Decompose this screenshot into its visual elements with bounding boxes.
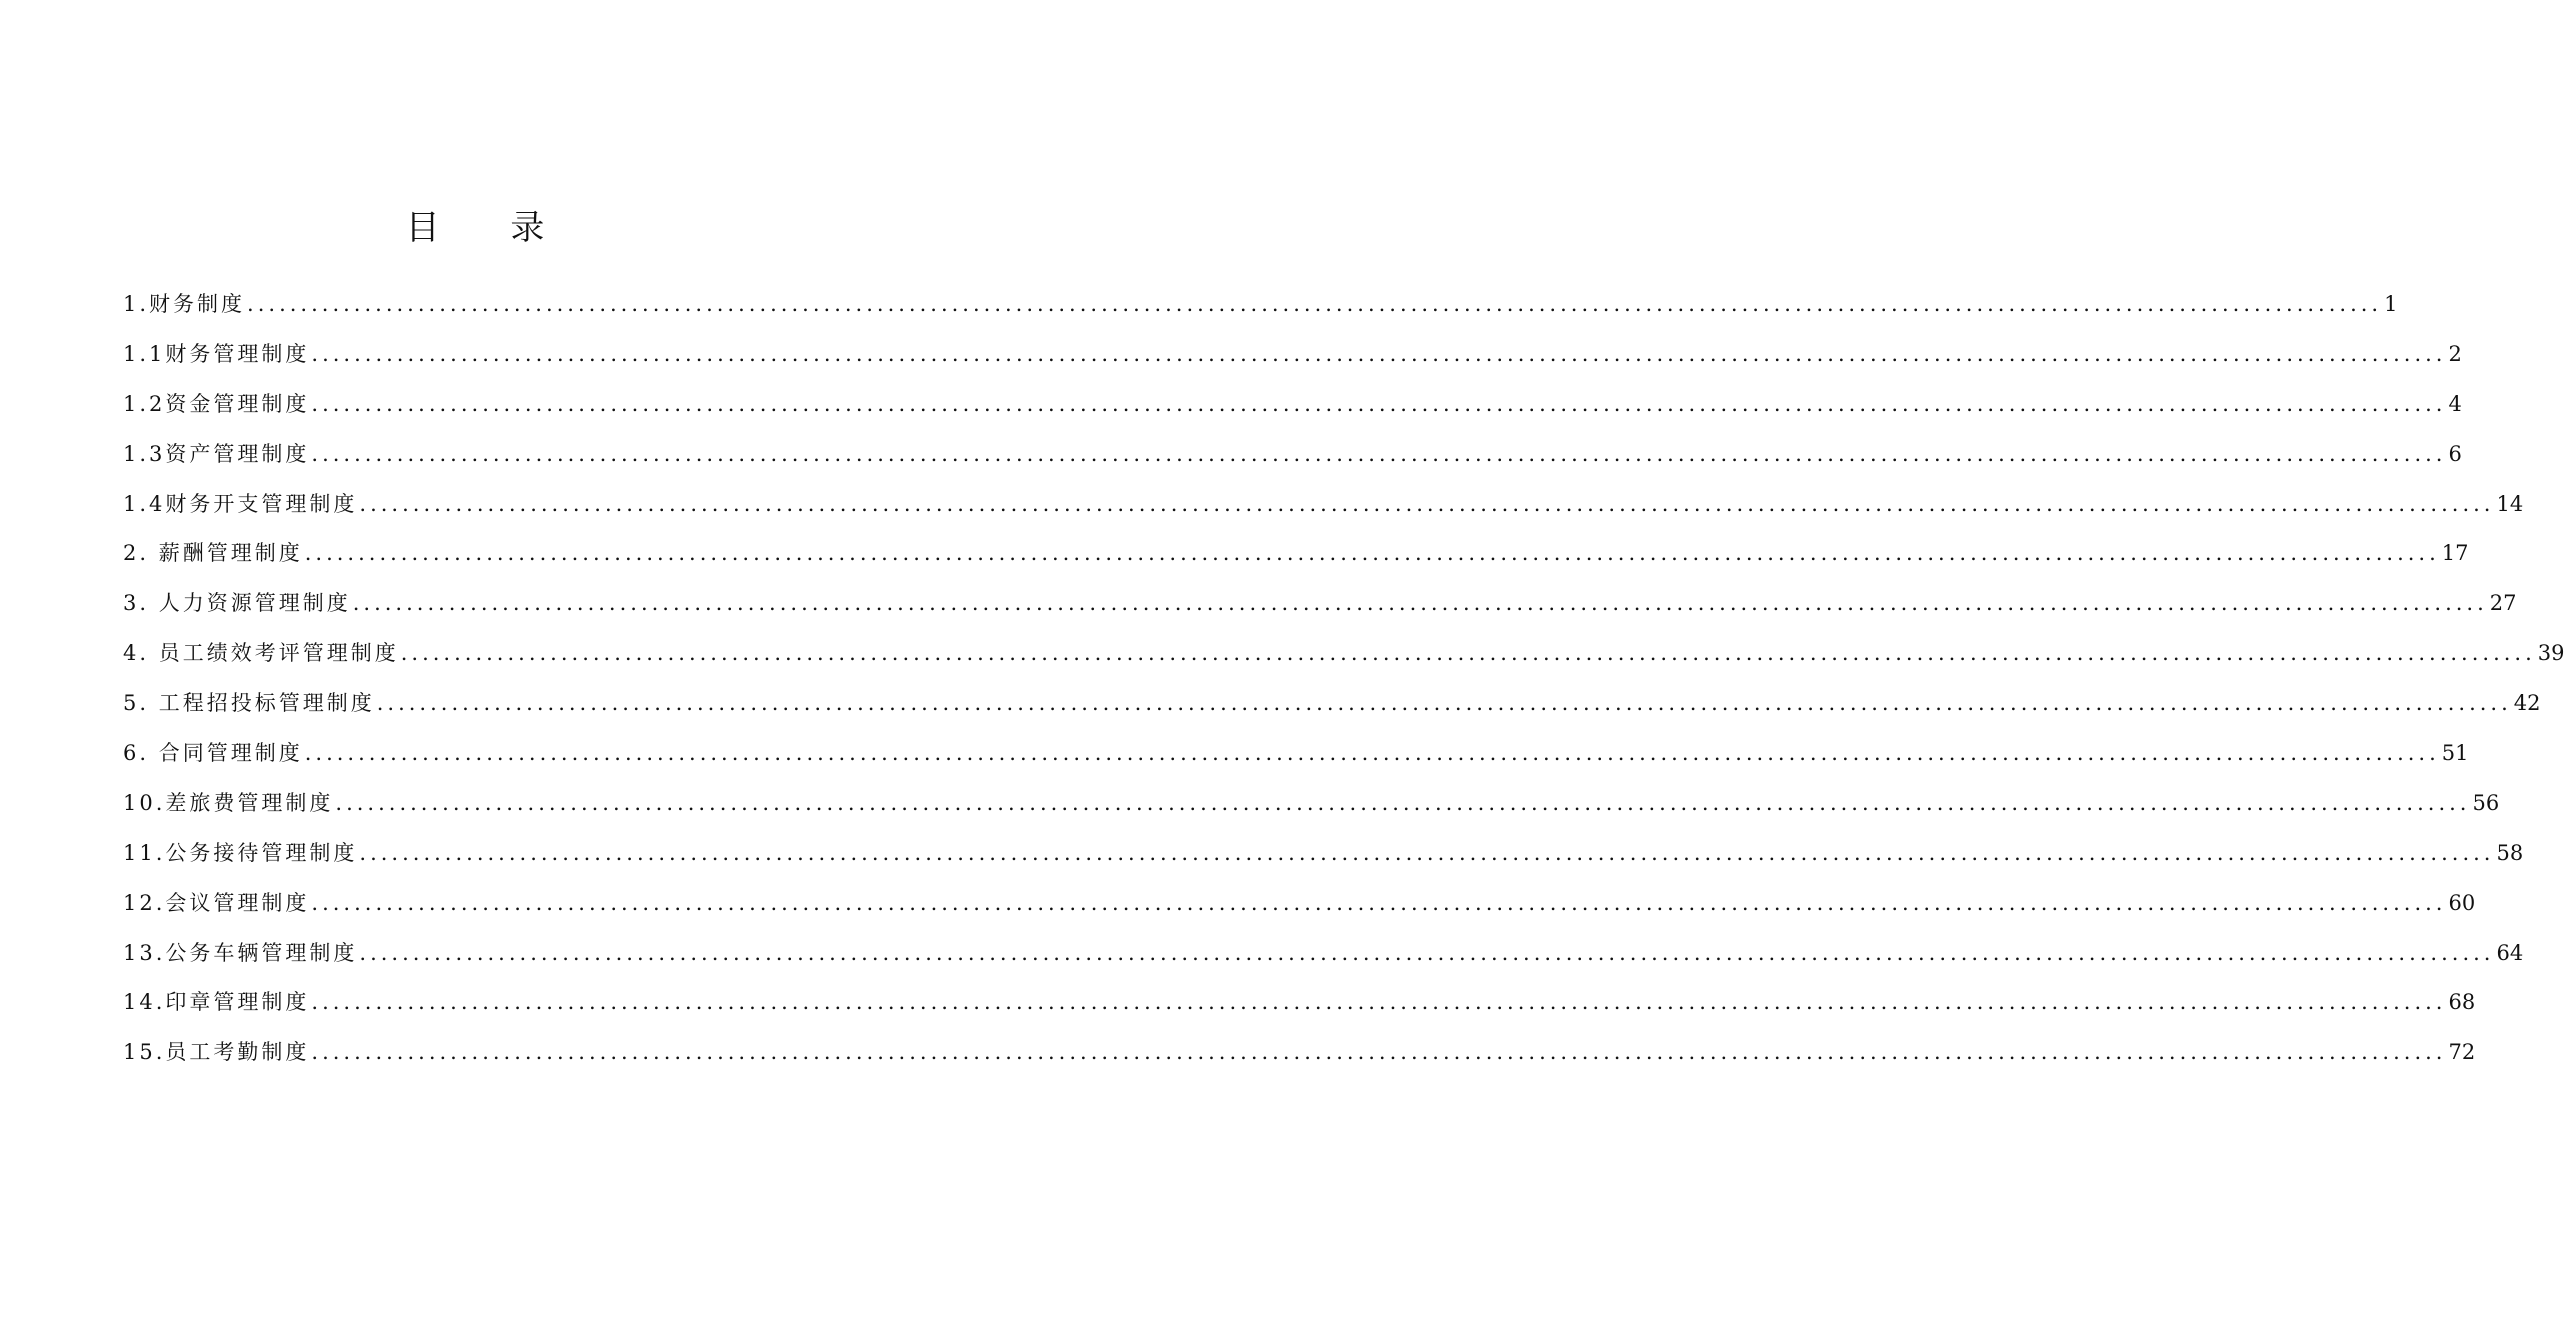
toc-entry-label: 4. 员工绩效考评管理制度 <box>123 641 399 666</box>
toc-entry[interactable] <box>123 430 2462 480</box>
toc-entry[interactable] <box>123 978 2476 1028</box>
toc-entry-page: 14 <box>2496 491 2524 516</box>
toc-dot-leader: ........................................................................................................................................................................................................ <box>359 940 2495 965</box>
toc-entry[interactable] <box>123 929 2524 979</box>
toc-entry-page: 6 <box>2448 441 2462 466</box>
toc-entry[interactable] <box>123 579 2517 629</box>
toc-entry-page: 72 <box>2448 1040 2476 1065</box>
toc-entry-label: 13.公务车辆管理制度 <box>123 940 358 965</box>
toc-dot-leader: ........................................................................................................................................................................................................ <box>311 391 2447 416</box>
toc-entry-page: 17 <box>2441 541 2469 566</box>
toc-entry-label: 14.印章管理制度 <box>123 990 310 1015</box>
toc-entry[interactable] <box>123 529 2469 579</box>
toc-dot-leader: ........................................................................................................................................................................................................ <box>311 341 2447 366</box>
toc-dot-leader: ........................................................................................................................................................................................................ <box>311 1040 2447 1065</box>
toc-dot-leader: ........................................................................................................................................................................................................ <box>304 541 2440 566</box>
toc-dot-leader: ........................................................................................................................................................................................................ <box>400 641 2536 666</box>
toc-entry-page: 4 <box>2448 391 2462 416</box>
toc-dot-leader: ........................................................................................................................................................................................................ <box>311 890 2447 915</box>
toc-list <box>123 280 2565 1078</box>
toc-entry-label: 1.1财务管理制度 <box>123 341 310 366</box>
toc-entry[interactable] <box>123 380 2462 430</box>
toc-dot-leader: ........................................................................................................................................................................................................ <box>359 840 2495 865</box>
toc-entry-page: 58 <box>2496 840 2524 865</box>
toc-entry[interactable] <box>123 729 2469 779</box>
toc-entry[interactable] <box>123 330 2462 380</box>
toc-dot-leader: ........................................................................................................................................................................................................ <box>335 790 2471 815</box>
toc-entry-label: 11.公务接待管理制度 <box>123 840 358 865</box>
toc-entry[interactable] <box>123 879 2476 929</box>
toc-entry-page: 60 <box>2448 890 2476 915</box>
toc-entry[interactable] <box>123 280 2398 330</box>
toc-entry-label: 15.员工考勤制度 <box>123 1040 310 1065</box>
toc-entry-page: 42 <box>2513 691 2541 716</box>
toc-entry-label: 1.3资产管理制度 <box>123 441 310 466</box>
toc-entry-label: 6. 合同管理制度 <box>123 741 303 766</box>
toc-entry[interactable] <box>123 779 2500 829</box>
toc-entry-label: 1.财务制度 <box>123 292 246 316</box>
toc-title: 目 录 <box>405 207 575 248</box>
toc-entry-label: 2. 薪酬管理制度 <box>123 541 303 566</box>
toc-dot-leader: ........................................................................................................................................................................................................ <box>304 741 2440 766</box>
toc-entry-page: 1 <box>2384 292 2398 316</box>
toc-entry-label: 12.会议管理制度 <box>123 890 310 915</box>
toc-dot-leader: ........................................................................................................................................................................................................ <box>376 691 2512 716</box>
toc-entry[interactable] <box>123 629 2565 679</box>
toc-entry[interactable] <box>123 679 2541 729</box>
toc-entry-page: 39 <box>2537 641 2565 666</box>
toc-entry-label: 3. 人力资源管理制度 <box>123 591 351 616</box>
toc-dot-leader: ........................................................................................................................................................................................................ <box>311 441 2447 466</box>
toc-entry[interactable] <box>123 480 2524 530</box>
toc-entry-page: 68 <box>2448 990 2476 1015</box>
toc-entry-page: 2 <box>2448 341 2462 366</box>
toc-entry-label: 10.差旅费管理制度 <box>123 790 334 815</box>
toc-dot-leader: ........................................................................................................................................................................................................ <box>311 990 2447 1015</box>
toc-entry-page: 27 <box>2489 591 2517 616</box>
toc-entry-label: 5. 工程招投标管理制度 <box>123 691 375 716</box>
toc-dot-leader: ........................................................................................................................................................................................................ <box>359 491 2495 516</box>
toc-dot-leader: ........................................................................................................................................................................................................ <box>352 591 2488 616</box>
toc-entry[interactable] <box>123 1028 2476 1078</box>
toc-entry-page: 56 <box>2472 790 2500 815</box>
toc-dot-leader: ........................................................................................................................................................................................................ <box>247 292 2383 316</box>
toc-entry-page: 64 <box>2496 940 2524 965</box>
toc-entry[interactable] <box>123 829 2524 879</box>
toc-entry-label: 1.4财务开支管理制度 <box>123 491 358 516</box>
toc-entry-label: 1.2资金管理制度 <box>123 391 310 416</box>
toc-entry-page: 51 <box>2441 741 2469 766</box>
